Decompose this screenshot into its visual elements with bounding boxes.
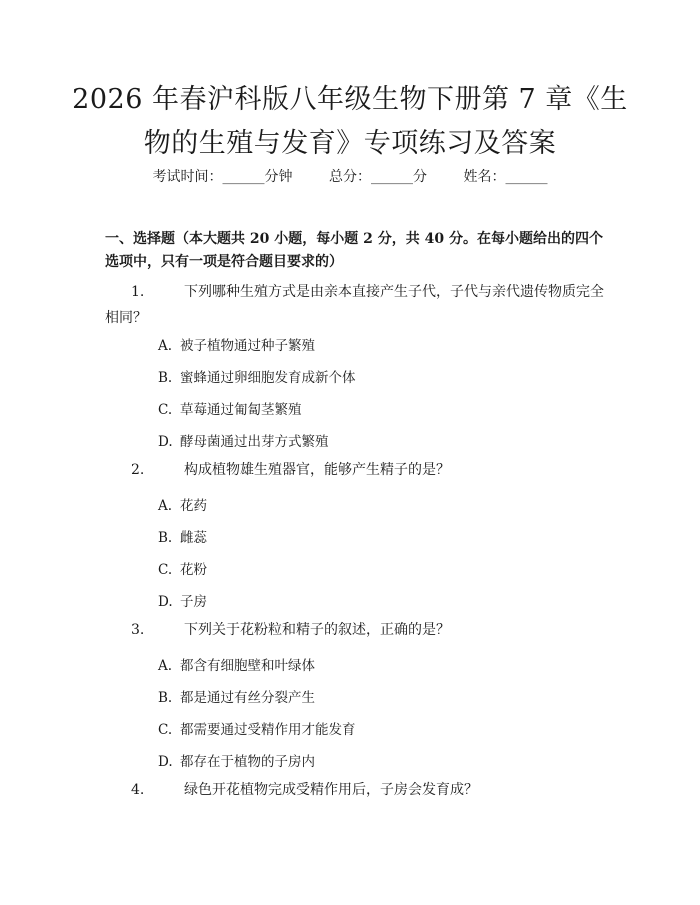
question-number: 2. [131,462,145,478]
option-text: 都需要通过受精作用才能发育 [180,722,356,738]
question-3 [105,617,605,643]
option-letter: D. [158,754,173,770]
option-text: 酵母菌通过出芽方式繁殖 [180,434,329,450]
question-2-option-a [158,494,207,514]
question-text: 下列哪种生殖方式是由亲本直接产生子代，子代与亲代遗传物质完全相同？ [105,284,604,326]
option-text: 子房 [180,594,207,610]
question-3-option-b [158,686,315,706]
option-text: 花药 [180,498,207,514]
question-2-option-d [158,590,207,610]
question-1-option-c [158,398,302,418]
option-letter: A. [158,658,173,674]
option-text: 花粉 [180,562,207,578]
question-number: 3. [131,622,145,638]
option-text: 被子植物通过种子繁殖 [180,338,315,354]
exam-time: 考试时间：______分钟 [152,169,293,185]
exam-total-score: 总分：______分 [329,169,427,185]
option-text: 蜜蜂通过卵细胞发育成新个体 [180,370,356,386]
question-2 [105,457,605,483]
section-heading: 一、选择题（本大题共 20 小题，每小题 2 分，共 40 分。在每小题给出的四个选项中，只有一项是符合题目要求的） [105,231,603,270]
question-4 [105,777,605,803]
option-letter: A. [158,498,173,514]
option-letter: B. [158,690,173,706]
question-1-option-a [158,334,315,354]
option-letter: D. [158,594,173,610]
option-letter: A. [158,338,173,354]
question-1 [105,279,605,331]
option-letter: B. [158,370,173,386]
question-3-option-d [158,750,315,770]
question-2-option-c [158,558,207,578]
question-3-option-c [158,718,356,738]
question-text: 构成植物雄生殖器官，能够产生精子的是？ [184,462,450,478]
option-letter: C. [158,402,173,418]
option-text: 草莓通过匍匐茎繁殖 [180,402,302,418]
option-letter: B. [158,530,173,546]
exam-meta [0,166,700,186]
question-number: 1. [131,284,145,300]
student-name: 姓名：______ [463,169,548,185]
question-text: 绿色开花植物完成受精作用后，子房会发育成？ [184,782,478,798]
option-letter: C. [158,722,173,738]
option-letter: C. [158,562,173,578]
option-text: 都存在于植物的子房内 [180,754,315,770]
question-2-option-b [158,526,207,546]
option-text: 都含有细胞壁和叶绿体 [180,658,315,674]
question-3-option-a [158,654,315,674]
question-1-option-b [158,366,356,386]
option-letter: D. [158,434,173,450]
question-text: 下列关于花粉粒和精子的叙述，正确的是？ [184,622,450,638]
question-1-option-d [158,430,329,450]
option-text: 都是通过有丝分裂产生 [180,690,315,706]
option-text: 雌蕊 [180,530,207,546]
document-title: 2026 年春沪科版八年级生物下册第 7 章《生物的生殖与发育》专项练习及答案 [72,84,628,159]
question-number: 4. [131,782,145,798]
